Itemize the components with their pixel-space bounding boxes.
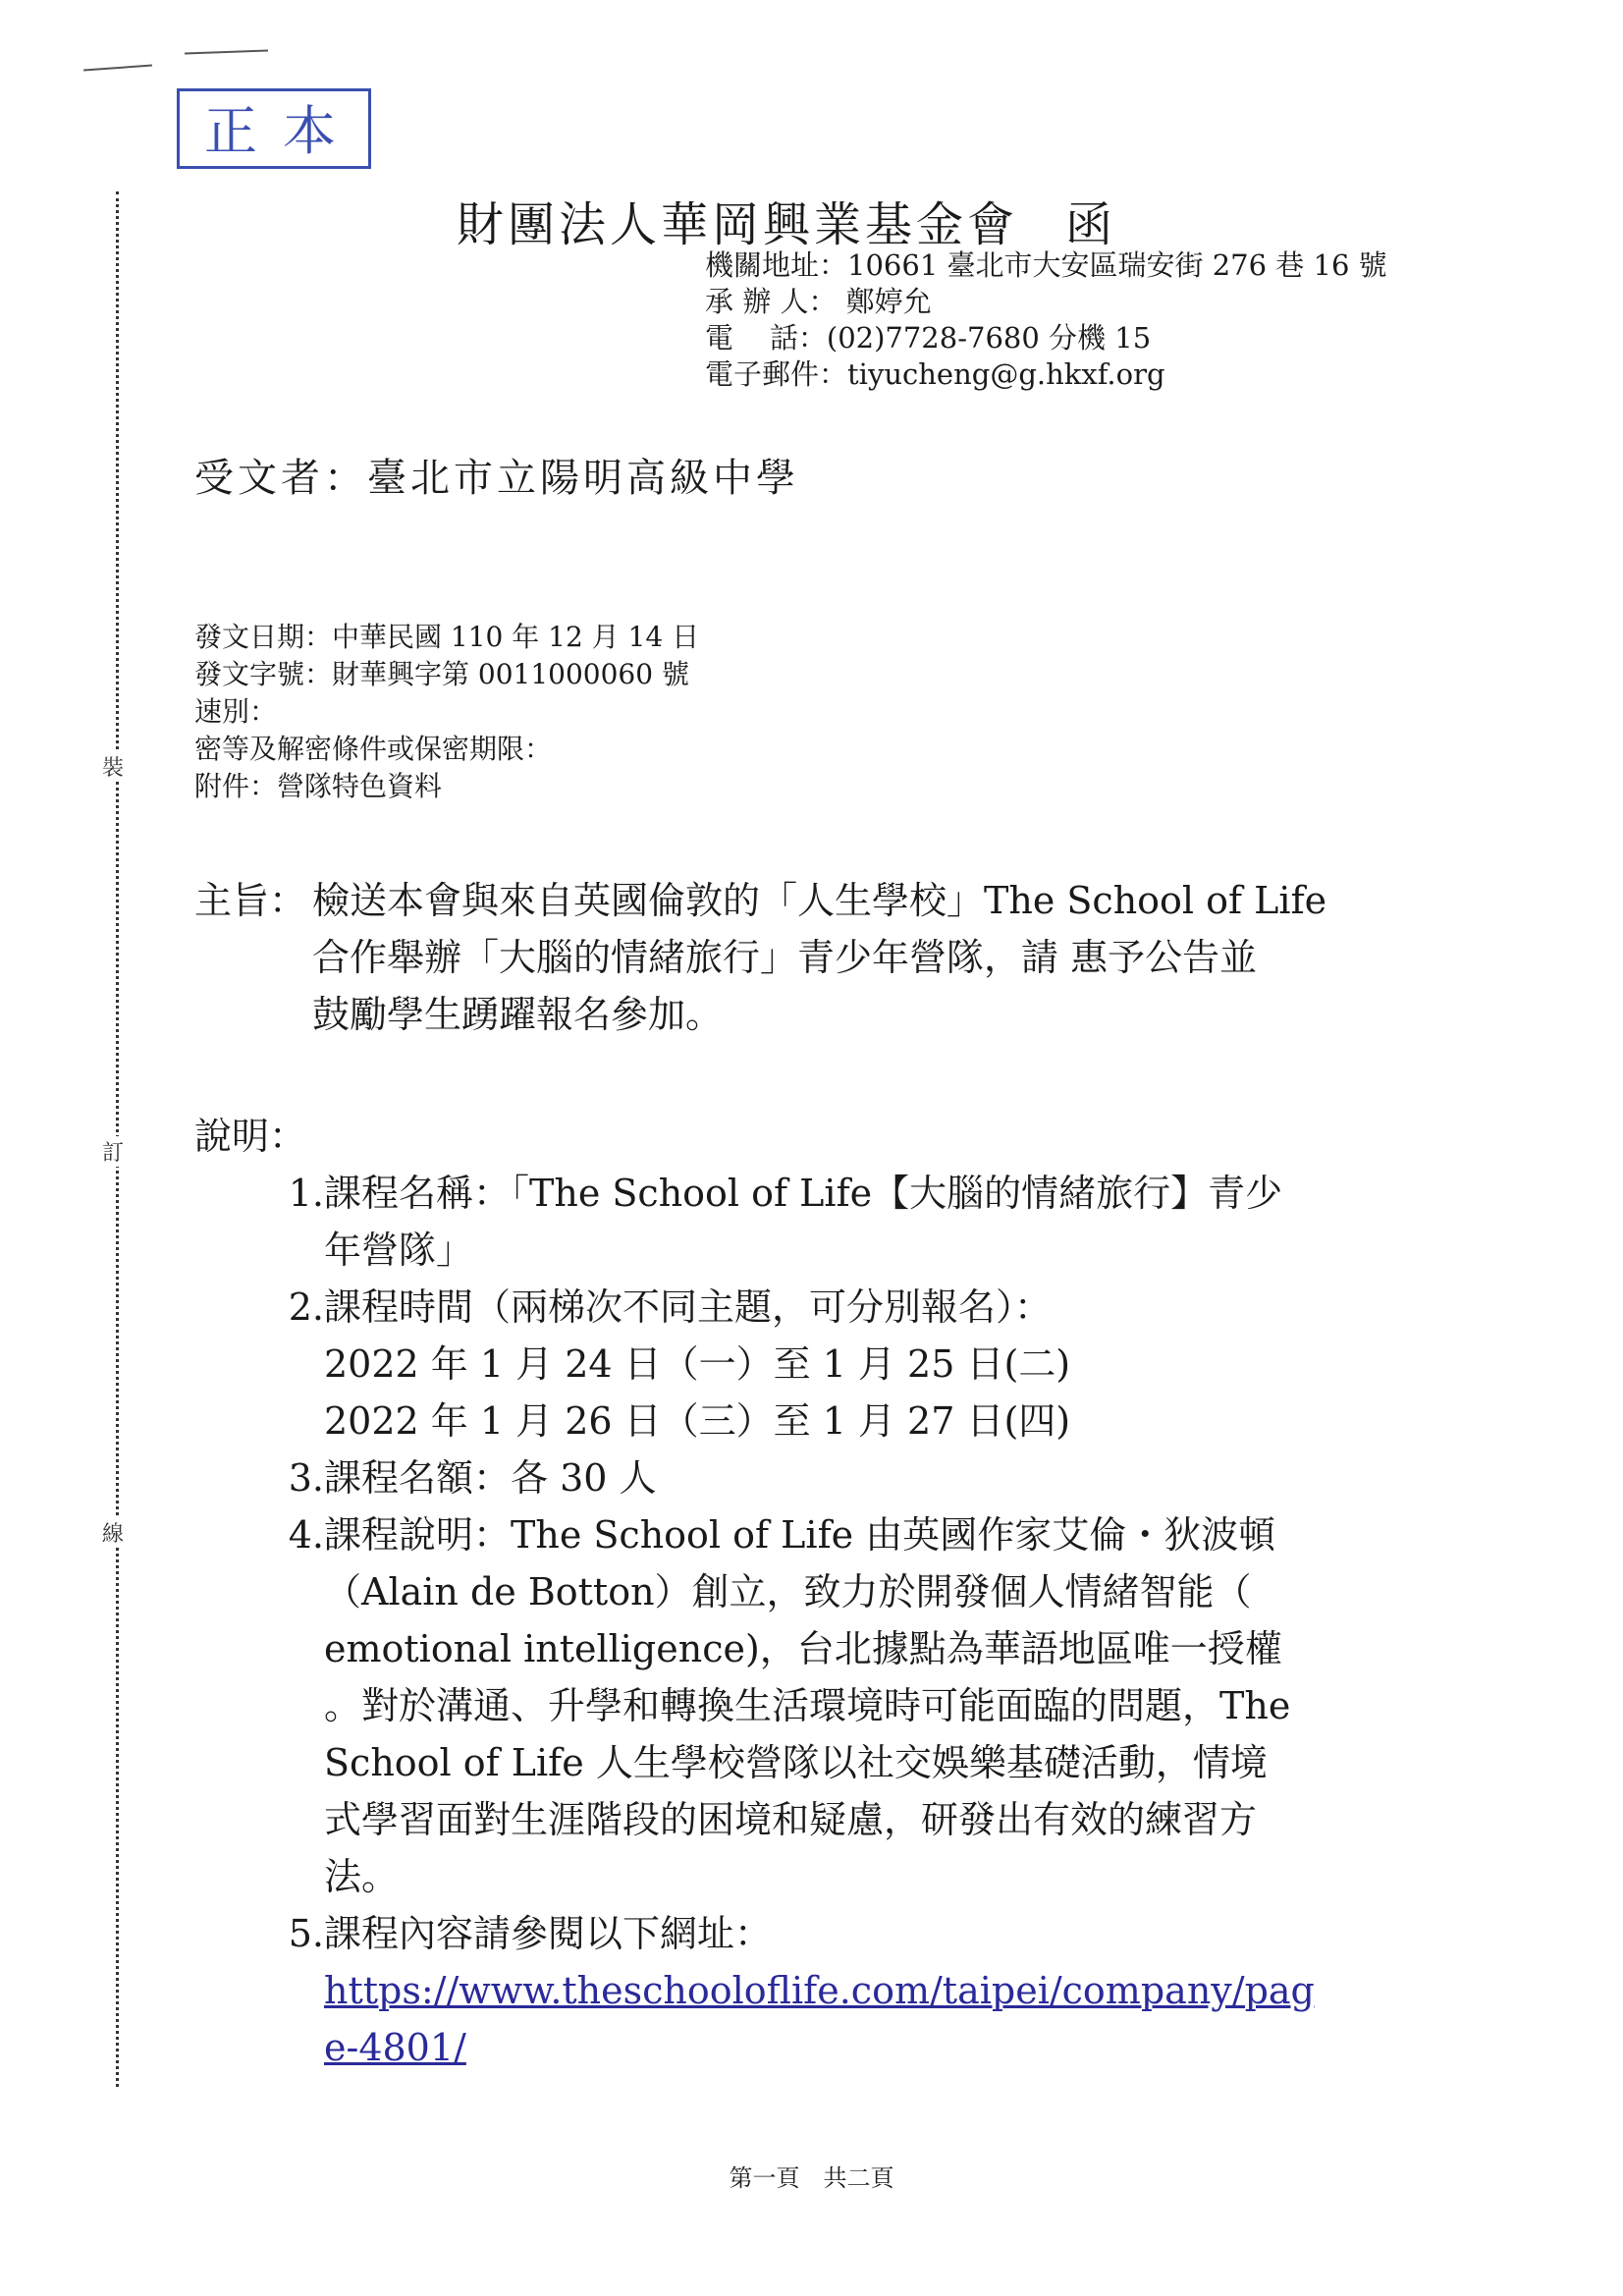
issue-date: 發文日期：中華民國 110 年 12 月 14 日 [194, 621, 700, 653]
confidentiality: 密等及解密條件或保密期限： [194, 733, 553, 765]
item-line: 2022 年 1 月 24 日（一）至 1 月 25 日(二) [324, 1342, 1071, 1386]
item-line: 課程內容請參閱以下網址： [324, 1912, 773, 1955]
item-line: 課程名額：各 30 人 [324, 1456, 657, 1500]
recipient: 受文者：臺北市立陽明高級中學 [194, 456, 799, 501]
item-line: 2022 年 1 月 26 日（三）至 1 月 27 日(四) [324, 1399, 1071, 1443]
explanation-label: 說明： [194, 1115, 307, 1158]
item-line: 課程時間（兩梯次不同主題，可分別報名）： [324, 1285, 1053, 1329]
contact-address: 機關地址：10661 臺北市大安區瑞安街 276 巷 16 號 [705, 248, 1387, 282]
subject-line: 鼓勵學生踴躍報名參加。 [312, 993, 724, 1036]
contact-phone: 電 話：(02)7728-7680 分機 15 [705, 321, 1152, 355]
item-line: emotional intelligence)，台北據點為華語地區唯一授權 [324, 1627, 1282, 1670]
item-line: （Alain de Botton）創立，致力於開發個人情緒智能（ [324, 1570, 1252, 1613]
item-line: 式學習面對生涯階段的困境和疑慮，研發出有效的練習方 [324, 1798, 1258, 1841]
document-title [457, 187, 1116, 254]
attachment: 附件：營隊特色資料 [194, 770, 443, 802]
course-url-link[interactable]: e-4801/ [324, 2026, 466, 2069]
scan-mark [83, 65, 152, 72]
item-line: 課程名稱：「The School of Life【大腦的情緒旅行】青少 [324, 1172, 1283, 1215]
page-number: 第一頁 共二頁 [729, 2164, 894, 2192]
subject-line: 檢送本會與來自英國倫敦的「人生學校」The School of Life [312, 879, 1327, 922]
course-url-link[interactable]: https://www.theschooloflife.com/taipei/company/pag [324, 1969, 1315, 2012]
contact-person: 承 辦 人： 鄭婷允 [705, 285, 932, 318]
item-line: 。對於溝通、升學和轉換生活環境時可能面臨的問題，The [324, 1684, 1291, 1727]
contact-email: 電子郵件：tiyucheng@g.hkxf.org [705, 357, 1165, 391]
issue-number: 發文字號：財華興字第 0011000060 號 [194, 658, 689, 690]
item-line: School of Life 人生學校營隊以社交娛樂基礎活動，情境 [324, 1741, 1268, 1784]
binding-char: 訂 [102, 1136, 124, 1167]
binding-char: 線 [102, 1517, 124, 1548]
document-type: 函 [1065, 197, 1117, 252]
urgency: 速別： [194, 695, 278, 728]
item-line: 年營隊」 [324, 1229, 474, 1272]
original-copy-stamp: 正本 [177, 88, 371, 169]
item-line: 課程說明：The School of Life 由英國作家艾倫・狄波頓 [324, 1513, 1276, 1557]
item-line: 法。 [324, 1855, 400, 1898]
subject-label: 主旨： [194, 879, 307, 922]
organization-name: 財團法人華岡興業基金會 [457, 197, 1019, 252]
scan-mark [185, 50, 268, 55]
subject-line: 合作舉辦「大腦的情緒旅行」青少年營隊，請 惠予公告並 [312, 936, 1258, 979]
binding-char: 裝 [102, 751, 124, 782]
